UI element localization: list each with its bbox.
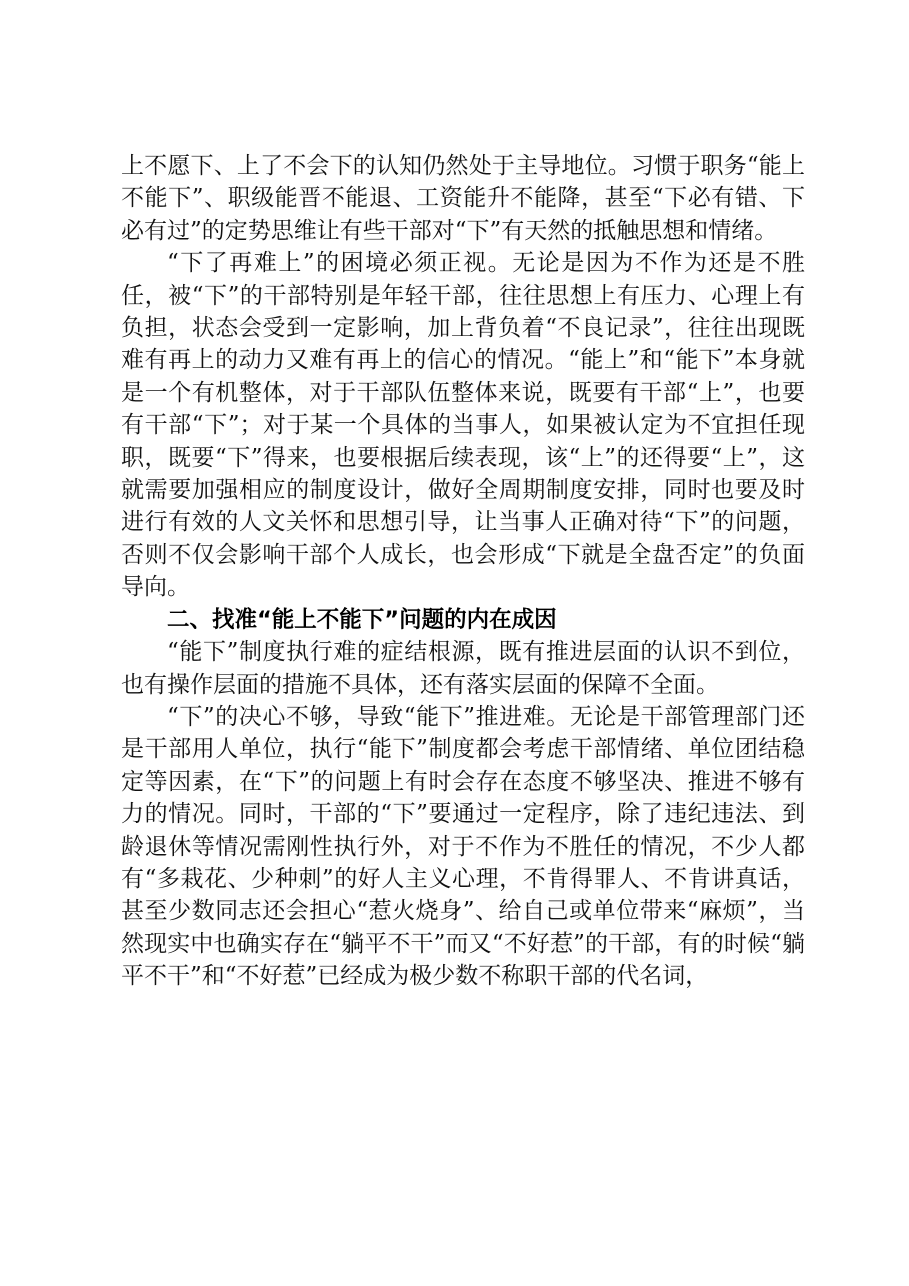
paragraph: “能下”制度执行难的症结根源，既有推进层面的认识不到位，也有操作层面的措施不具体，还有落实层面的保障不全面。 <box>121 639 805 698</box>
document-body <box>121 150 805 993</box>
section-heading: 二、找准“能上不能下”问题的内在成因 <box>167 606 557 633</box>
paragraph: “下”的决心不够，导致“能下”推进难。无论是干部管理部门还是干部用人单位，执行“能下”制度都会考虑干部情绪、单位团结稳定等因素，在“下”的问题上有时会存在态度不够坚决、推进不够有力的情况。同时，干部的“下”要通过一定程序，除了违纪违法、到龄退休等情况需刚性执行外，对于不作为不胜任的情况，不少人都有“多栽花、少种刺”的好人主义心理，不肯得罪人、不肯讲真话，甚至少数同志还会担心“惹火烧身”、给自己或单位带来“麻烦”，当然现实中也确实存在“躺平不干”而又“不好惹”的干部，有的时候“躺平不干”和“不好惹”已经成为极少数不称职干部的代名词， <box>121 703 805 990</box>
paragraph: “下了再难上”的困境必须正视。无论是因为不作为还是不胜任，被“下”的干部特别是年轻干部，往往思想上有压力、心理上有负担，状态会受到一定影响，加上背负着“不良记录”，往往出现既难有再上的动力又难有再上的信心的情况。“能上”和“能下”本身就是一个有机整体，对于干部队伍整体来说，既要有干部“上”，也要有干部“下”；对于某一个具体的当事人，如果被认定为不宜担任现职，既要“下”得来，也要根据后续表现，该“上”的还得要“上”，这就需要加强相应的制度设计，做好全周期制度安排，同时也要及时进行有效的人文关怀和思想引导，让当事人正确对待“下”的问题，否则不仅会影响干部个人成长，也会形成“下就是全盘否定”的负面导向。 <box>121 250 805 601</box>
paragraph-continuation: 上不愿下、上了不会下的认知仍然处于主导地位。习惯于职务“能上不能下”、职级能晋不能退、工资能升不能降，甚至“下必有错、下必有过”的定势思维让有些干部对“下”有天然的抵触思想和情绪。 <box>121 153 805 244</box>
